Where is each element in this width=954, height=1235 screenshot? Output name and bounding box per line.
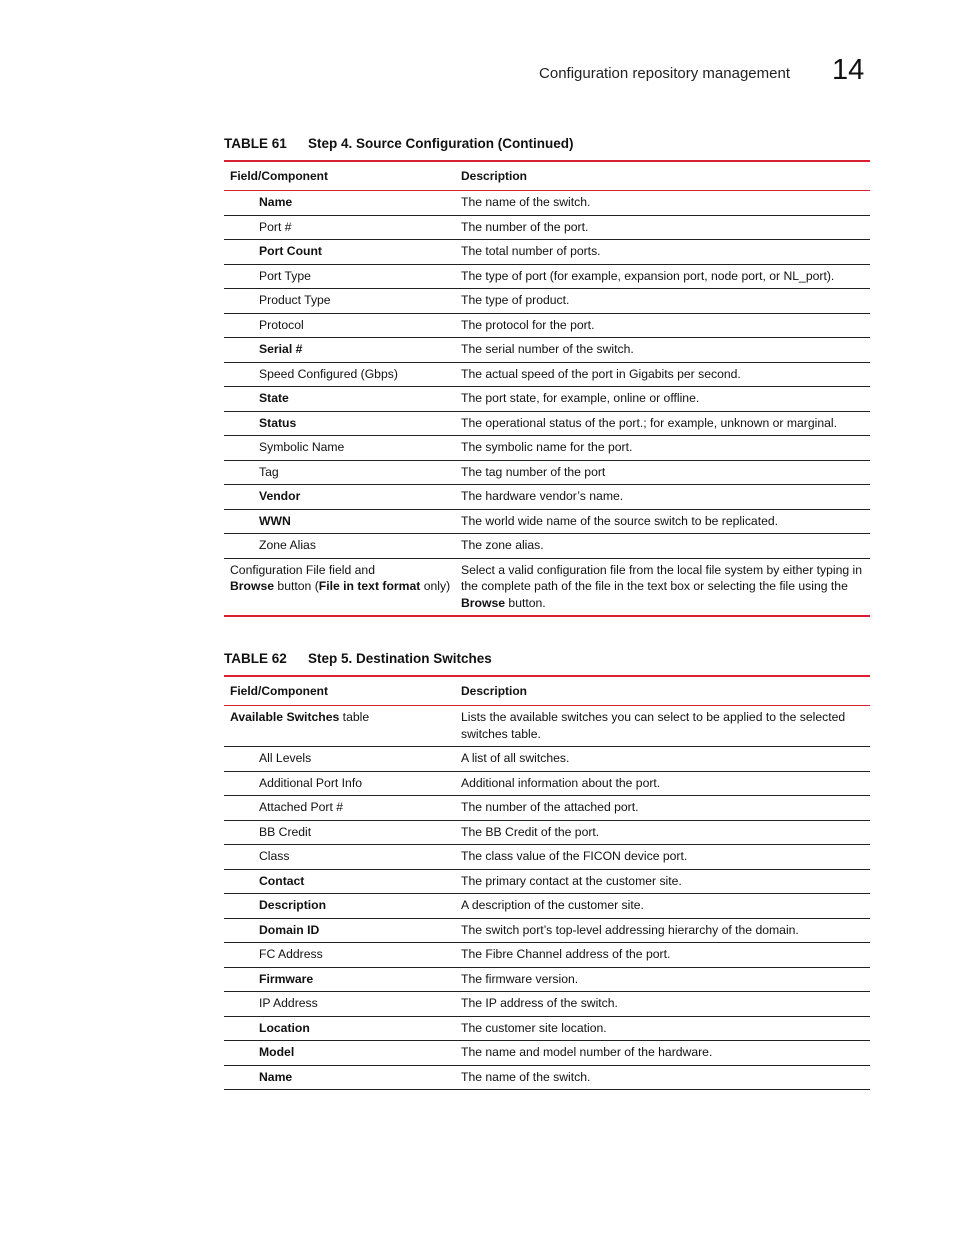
row-field: State — [259, 391, 289, 405]
table-row — [224, 362, 870, 387]
row-field — [224, 706, 455, 747]
row-description: The type of port (for example, expansion port, node port, or NL_port). — [461, 268, 835, 283]
row-description: The firmware version. — [461, 971, 579, 986]
row-description: The customer site location. — [461, 1020, 607, 1035]
row-field: Name — [259, 195, 293, 209]
row-description: Lists the available switches you can select to be applied to the selected switches table. — [461, 710, 846, 741]
row-field: Name — [259, 1069, 293, 1084]
row-description: The class value of the FICON device port. — [461, 849, 688, 863]
row-field: Vendor — [259, 489, 301, 503]
field-text: button ( — [274, 579, 319, 593]
table-row — [224, 240, 870, 265]
row-field: Symbolic Name — [259, 440, 345, 454]
row-description: The BB Credit of the port. — [461, 824, 600, 839]
row-description: The IP address of the switch. — [461, 996, 618, 1010]
row-description: The switch port’s top-level addressing hierarchy of the domain. — [461, 922, 799, 937]
table-row — [224, 460, 870, 485]
row-description: The hardware vendor’s name. — [461, 489, 624, 503]
table-row — [224, 918, 870, 943]
field-text: Configuration File field and — [230, 562, 375, 577]
row-field: Serial # — [259, 342, 303, 356]
row-field: BB Credit — [259, 824, 312, 839]
row-description — [455, 558, 870, 616]
row-description: The type of product. — [461, 293, 570, 307]
field-bold-text: Available Switches — [230, 710, 340, 724]
row-field: Domain ID — [259, 922, 320, 937]
table-61-caption — [224, 136, 870, 160]
row-field: Status — [259, 415, 297, 430]
row-description: The Fibre Channel address of the port. — [461, 947, 671, 961]
table-62 — [224, 651, 870, 1090]
row-description: The symbolic name for the port. — [461, 440, 633, 454]
row-description: The number of the attached port. — [461, 800, 639, 814]
table-label: TABLE 61 — [224, 136, 287, 151]
row-field: WWN — [259, 513, 291, 528]
table-label: TABLE 62 — [224, 651, 287, 666]
row-description: Additional information about the port. — [461, 775, 661, 790]
row-description: The name of the switch. — [461, 195, 591, 209]
row-description: The protocol for the port. — [461, 317, 595, 332]
table-title: Step 5. Destination Switches — [308, 651, 492, 666]
row-description: The serial number of the switch. — [461, 342, 634, 356]
row-description: A list of all switches. — [461, 751, 570, 765]
table-row — [224, 313, 870, 338]
table-row — [224, 943, 870, 968]
table-row — [224, 1065, 870, 1090]
table-row — [224, 967, 870, 992]
table-row — [224, 796, 870, 821]
row-field: Zone Alias — [259, 538, 316, 552]
row-description: The port state, for example, online or offline. — [461, 391, 700, 405]
table-62-caption — [224, 651, 870, 675]
row-field: Additional Port Info — [259, 775, 362, 790]
table-row — [224, 747, 870, 772]
table-row — [224, 894, 870, 919]
row-description: The operational status of the port.; for example, unknown or marginal. — [461, 415, 837, 430]
table-62-grid — [224, 675, 870, 1090]
row-description: The total number of ports. — [461, 244, 601, 258]
row-field: All Levels — [259, 751, 312, 765]
row-description: The actual speed of the port in Gigabits per second. — [461, 366, 741, 381]
row-description: The tag number of the port — [461, 464, 606, 479]
row-field: Model — [259, 1045, 295, 1059]
table-row — [224, 264, 870, 289]
row-description: The zone alias. — [461, 538, 544, 552]
table-header-row — [224, 676, 870, 706]
table-row — [224, 1016, 870, 1041]
row-field: Protocol — [259, 317, 304, 332]
table-61-grid — [224, 160, 870, 617]
table-row — [224, 706, 870, 747]
row-field: Contact — [259, 873, 305, 888]
chapter-number: 14 — [832, 54, 865, 86]
row-field: Tag — [259, 464, 279, 479]
row-description: The world wide name of the source switch to be replicated. — [461, 513, 779, 528]
table-row — [224, 485, 870, 510]
row-field: IP Address — [259, 996, 318, 1010]
field-text: table — [339, 710, 370, 724]
table-row — [224, 411, 870, 436]
table-row — [224, 558, 870, 616]
row-description: The name and model number of the hardware. — [461, 1045, 713, 1059]
row-field: Speed Configured (Gbps) — [259, 366, 398, 381]
table-row — [224, 869, 870, 894]
row-field: FC Address — [259, 947, 323, 961]
table-row — [224, 845, 870, 870]
table-row — [224, 191, 870, 216]
row-field: Attached Port # — [259, 800, 344, 814]
row-field: Location — [259, 1020, 310, 1035]
column-header-field: Field/Component — [230, 684, 328, 698]
row-field: Class — [259, 849, 290, 863]
column-header-field: Field/Component — [230, 169, 328, 183]
table-row — [224, 1041, 870, 1066]
table-row — [224, 820, 870, 845]
column-header-description: Description — [461, 169, 528, 183]
table-row — [224, 387, 870, 412]
table-row — [224, 534, 870, 559]
table-row — [224, 509, 870, 534]
description-text: button. — [505, 595, 546, 610]
column-header-description: Description — [461, 684, 528, 698]
field-bold-text: File in text format — [318, 579, 421, 593]
row-field: Product Type — [259, 293, 331, 307]
row-field: Description — [259, 898, 327, 912]
row-description: A description of the customer site. — [461, 898, 644, 912]
table-row — [224, 215, 870, 240]
table-title: Step 4. Source Configuration (Continued) — [308, 136, 574, 151]
row-field: Port # — [259, 219, 292, 234]
row-description: The name of the switch. — [461, 1069, 591, 1084]
running-header-title: Configuration repository management — [539, 65, 790, 82]
table-row — [224, 289, 870, 314]
table-row — [224, 338, 870, 363]
table-header-row — [224, 161, 870, 191]
row-field: Port Type — [259, 268, 311, 283]
table-row — [224, 436, 870, 461]
description-text: Select a valid configuration file from the local file system by either typing in the complete path of the file in the text box or selecting the file using the — [461, 562, 863, 593]
row-field — [224, 558, 455, 616]
row-description: The number of the port. — [461, 219, 589, 234]
field-bold-text: Browse — [230, 579, 275, 593]
row-field: Port Count — [259, 244, 322, 258]
table-row — [224, 992, 870, 1017]
table-row — [224, 771, 870, 796]
row-description: The primary contact at the customer site. — [461, 873, 682, 888]
row-field: Firmware — [259, 971, 314, 986]
field-text: only) — [420, 579, 451, 593]
description-bold-text: Browse — [461, 595, 506, 610]
table-61 — [224, 136, 870, 617]
